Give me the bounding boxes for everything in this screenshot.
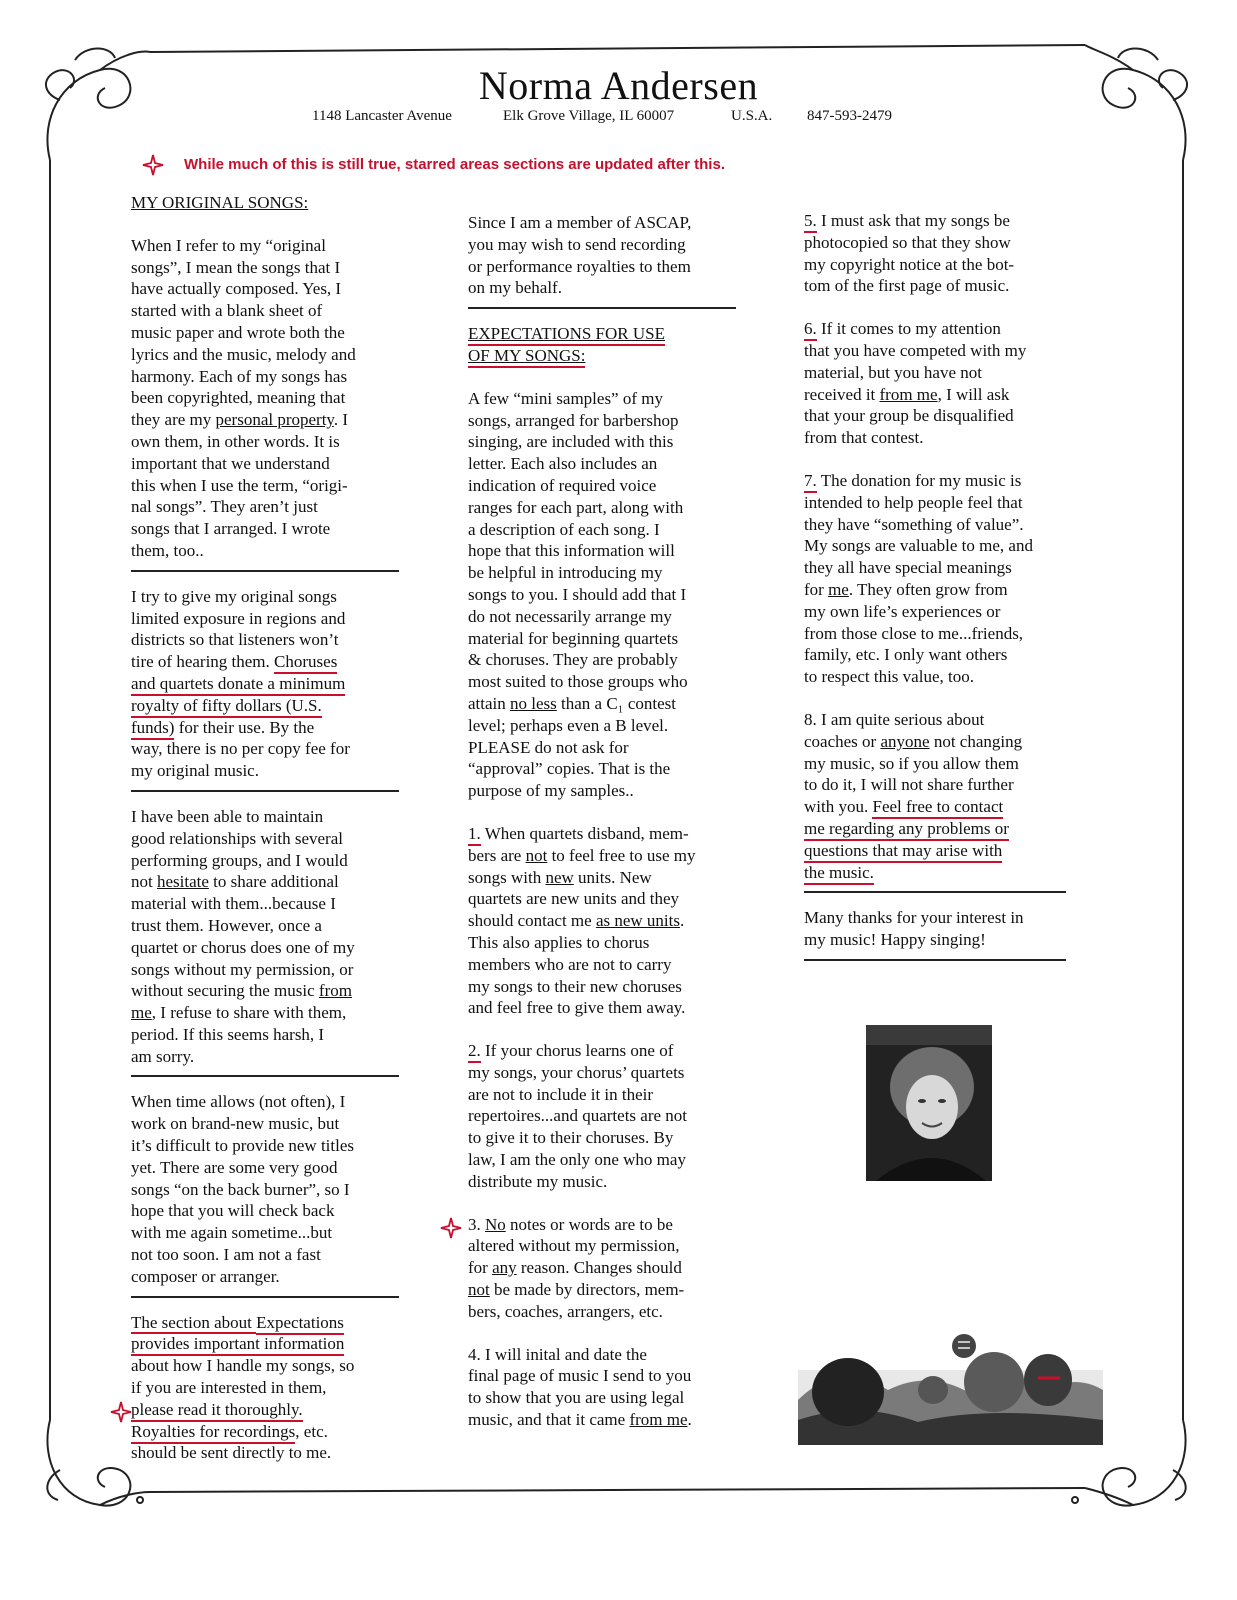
text-run: . I [333, 410, 348, 430]
text-run: , etc. [295, 1421, 328, 1441]
rule-number: 3. [468, 1214, 485, 1234]
text-run: to share additional [208, 872, 339, 892]
red-star-icon [110, 1401, 132, 1423]
text-line: I have been able to maintain [131, 806, 324, 826]
text-run: with you. [804, 797, 873, 817]
text-run: songs with [468, 867, 546, 887]
text-run: be made by directors, mem- [489, 1280, 685, 1300]
text-line: to respect this value, too. [804, 667, 974, 687]
text-line: tom of the first page of music. [804, 276, 1010, 296]
text-line: material, but you have not [804, 362, 982, 382]
text-line: songs”, I mean the songs that I [131, 257, 341, 277]
underlined-text: as new units [595, 911, 680, 931]
text-line [131, 1399, 399, 1421]
underlined-text: anyone [880, 731, 930, 751]
text-line: been copyrighted, meaning that [131, 388, 346, 408]
text-line: most suited to those groups who [468, 672, 688, 692]
rule-5 [804, 210, 1066, 297]
text-line [468, 1040, 736, 1062]
text-line: to do it, I will not share further [804, 775, 1014, 795]
underlined-text: not [525, 845, 548, 865]
text-line [131, 695, 399, 717]
section-divider [131, 570, 399, 572]
text-line [131, 1002, 399, 1024]
updated-sections-note: While much of this is still true, starred areas sections are updated after this. [184, 156, 725, 173]
text-line: songs to you. I should add that I [468, 584, 687, 604]
rule-number: 5. [804, 211, 817, 233]
text-line: letter. Each also includes an [468, 454, 658, 474]
text-line: and feel free to give them away. [468, 998, 686, 1018]
text-line: period. If this seems harsh, I [131, 1024, 325, 1044]
text-line: & choruses. They are probably [468, 650, 678, 670]
text-run: than a C₁ contest [556, 693, 676, 713]
text-line: My songs are valuable to me, and [804, 536, 1033, 556]
text-line: be helpful in introducing my [468, 563, 663, 583]
text-line: about how I handle my songs, so [131, 1356, 355, 1376]
text-run: bers are [468, 845, 526, 865]
section-heading-expectations [468, 323, 736, 345]
text-run: not changing [929, 731, 1023, 751]
text-line: way, there is no per copy fee for [131, 739, 350, 759]
text-line: harmony. Each of my songs has [131, 366, 348, 386]
text-run: The donation for my music is [816, 470, 1022, 490]
text-run: reason. Changes should [516, 1258, 682, 1278]
rule-1 [468, 823, 736, 1019]
text-line: composer or arranger. [131, 1266, 280, 1286]
paragraph-ascap [468, 212, 736, 299]
text-run: should contact me [468, 911, 596, 931]
text-run: , I refuse to share with them, [151, 1003, 347, 1023]
text-line: quartet or chorus does one of my [131, 937, 355, 957]
text-line: important that we understand [131, 453, 330, 473]
red-underlined-text: provides important information [131, 1334, 344, 1356]
text-line: law, I am the only one who may [468, 1150, 686, 1170]
text-line: hope that you will check back [131, 1201, 335, 1221]
text-line: am sorry. [131, 1046, 195, 1066]
address-street: 1148 Lancaster Avenue [312, 108, 452, 124]
text-line: own them, in other words. It is [131, 431, 340, 451]
red-underlined-text: Expectations [256, 1313, 344, 1335]
text-line: not too soon. I am not a fast [131, 1245, 321, 1265]
paragraph-royalty [131, 586, 399, 782]
underlined-text: me [828, 579, 849, 599]
text-run: units. New [573, 867, 652, 887]
text-line: indication of required voice [468, 475, 657, 495]
text-run: for their use. By the [174, 717, 315, 737]
text-line: When time allows (not often), I [131, 1092, 346, 1112]
text-line: do not necessarily arrange my [468, 606, 672, 626]
text-line [131, 871, 399, 893]
text-run: , I will ask [937, 384, 1010, 404]
text-line: yet. There are some very good [131, 1157, 338, 1177]
text-line: work on brand-new music, but [131, 1114, 340, 1134]
text-line: lyrics and the music, melody and [131, 344, 356, 364]
text-line: they have “something of value”. [804, 514, 1024, 534]
rule-3 [468, 1214, 736, 1323]
text-line: with me again sometime...but [131, 1223, 333, 1243]
text-line: intended to help people feel that [804, 492, 1023, 512]
text-line: ranges for each part, along with [468, 497, 684, 517]
text-line: from that contest. [804, 428, 924, 448]
text-line [131, 717, 399, 739]
text-line [131, 673, 399, 695]
underlined-text: from [318, 981, 352, 1001]
text-line: limited exposure in regions and [131, 608, 346, 628]
underlined-text: hesitate [156, 872, 209, 892]
text-line: them, too.. [131, 540, 204, 560]
column-original-songs [131, 192, 399, 1464]
rule-4 [468, 1344, 736, 1431]
underlined-text: not [468, 1280, 490, 1300]
text-line: to show that you are using legal [468, 1388, 685, 1408]
text-line: material for beginning quartets [468, 628, 679, 648]
text-line [804, 579, 1066, 601]
text-run: not [131, 872, 157, 892]
text-run: tire of hearing them. [131, 652, 275, 672]
text-line [468, 845, 736, 867]
paragraph-expectations-pointer [131, 1312, 399, 1465]
text-run: notes or words are to be [505, 1214, 673, 1234]
text-line: songs “on the back burner”, so I [131, 1179, 350, 1199]
text-line [804, 318, 1066, 340]
text-line: I try to give my original songs [131, 586, 337, 606]
text-line: to give it to their choruses. By [468, 1128, 674, 1148]
text-line: music paper and wrote both the [131, 322, 345, 342]
text-line [468, 1257, 736, 1279]
section-heading-original-songs: MY ORIGINAL SONGS: [131, 193, 309, 212]
text-line: or performance royalties to them [468, 256, 691, 276]
underlined-text: from me [879, 384, 938, 404]
text-line: my music, so if you allow them [804, 753, 1019, 773]
section-divider [131, 790, 399, 792]
text-run: If it comes to my attention [816, 319, 1001, 339]
text-line: songs without my permission, or [131, 959, 354, 979]
text-line: good relationships with several [131, 828, 343, 848]
rule-8 [804, 709, 1066, 883]
red-underlined-text: EXPECTATIONS FOR USE [468, 324, 665, 346]
text-line [131, 651, 399, 673]
text-line: 8. I am quite serious about [804, 709, 985, 729]
text-line: hope that this information will [468, 541, 675, 561]
text-line: members who are not to carry [468, 954, 672, 974]
text-line: my copyright notice at the bot- [804, 254, 1015, 274]
text-line: they all have special meanings [804, 558, 1012, 578]
red-underlined-text: please read it thoroughly. [131, 1400, 303, 1422]
text-line [804, 818, 1066, 840]
text-run: to feel free to use my [547, 845, 696, 865]
text-line [131, 1421, 399, 1443]
text-line [468, 1409, 736, 1431]
text-line: on my behalf. [468, 278, 562, 298]
underlined-text: from me [629, 1410, 688, 1430]
text-line: 4. I will inital and date the [468, 1344, 647, 1364]
text-line [468, 1279, 736, 1301]
text-line: from those close to me...friends, [804, 623, 1024, 643]
paragraph-new-music [131, 1091, 399, 1287]
address-country: U.S.A. [731, 108, 773, 124]
red-underlined-text: questions that may arise with [804, 841, 1002, 863]
red-underlined-text: and quartets donate a minimum [131, 674, 345, 696]
rule-number: 1. [468, 824, 481, 846]
column-rules-continued [804, 210, 1066, 975]
text-line: trust them. However, once a [131, 915, 322, 935]
text-line: districts so that listeners won’t [131, 630, 339, 650]
text-line: “approval” copies. That is the [468, 759, 671, 779]
text-line: that you have competed with my [804, 340, 1027, 360]
rule-7 [804, 470, 1066, 688]
text-line: material with them...because I [131, 894, 336, 914]
text-line: a description of each song. I [468, 519, 660, 539]
text-line: repertoires...and quartets are not [468, 1106, 688, 1126]
letterhead-name: Norma Andersen [478, 63, 759, 108]
text-run: . They often grow from [848, 579, 1008, 599]
text-line: photocopied so that they show [804, 232, 1011, 252]
text-line: my original music. [131, 761, 259, 781]
text-line: it’s difficult to provide new titles [131, 1136, 355, 1156]
text-line [131, 1333, 399, 1355]
text-run: attain [468, 693, 511, 713]
address-city: Elk Grove Village, IL 60007 [503, 108, 675, 124]
underlined-text: No [485, 1214, 506, 1234]
rule-number: 6. [804, 319, 817, 341]
text-line: my songs, your chorus’ quartets [468, 1062, 685, 1082]
red-underlined-text: Feel free to contact [872, 797, 1003, 819]
text-run: for [468, 1258, 493, 1278]
text-line: singing, are included with this [468, 432, 674, 452]
text-line [131, 980, 399, 1002]
underlined-text: personal property [215, 410, 334, 430]
text-line [131, 409, 399, 431]
text-run: for [804, 579, 829, 599]
portrait-photo [866, 1025, 992, 1181]
text-run: . [687, 1410, 692, 1430]
text-run: they are my [131, 410, 216, 430]
text-line [804, 840, 1066, 862]
underlined-text: me [131, 1003, 152, 1023]
text-run: without securing the music [131, 981, 319, 1001]
red-underlined-text: Royalties for recordings [131, 1422, 295, 1444]
underlined-text: new [545, 867, 574, 887]
rule-number: 7. [804, 471, 817, 493]
text-line: you may wish to send recording [468, 234, 686, 254]
text-line: purpose of my samples.. [468, 781, 634, 801]
text-line [468, 693, 736, 715]
text-line: PLEASE do not ask for [468, 737, 629, 757]
red-underlined-text: Choruses [274, 652, 337, 674]
text-line: songs, arranged for barbershop [468, 410, 679, 430]
hot-air-balloons-image [798, 1330, 1103, 1445]
text-run: coaches or [804, 731, 881, 751]
rule-number: 2. [468, 1041, 481, 1063]
red-underlined-text: OF MY SONGS: [468, 346, 585, 368]
red-star-icon [142, 154, 164, 176]
underlined-text: any [492, 1258, 517, 1278]
section-divider [804, 891, 1066, 893]
text-line: this when I use the term, “origi- [131, 475, 348, 495]
text-line: distribute my music. [468, 1171, 608, 1191]
text-line: performing groups, and I would [131, 850, 348, 870]
red-star-icon [440, 1217, 462, 1239]
closing-message [804, 907, 1066, 951]
text-line: if you are interested in them, [131, 1378, 327, 1398]
text-run: If your chorus learns one of [480, 1041, 674, 1061]
text-run: I must ask that my songs be [816, 211, 1010, 230]
text-line: nal songs”. They aren’t just [131, 497, 318, 517]
text-line: altered without my permission, [468, 1236, 680, 1256]
text-line [468, 1214, 736, 1236]
underlined-text: no less [510, 693, 557, 713]
text-line: have actually composed. Yes, I [131, 279, 342, 299]
text-line [468, 867, 736, 889]
section-divider [804, 959, 1066, 961]
text-line: songs that I arranged. I wrote [131, 519, 331, 539]
text-run: . [680, 911, 685, 931]
text-line: bers, coaches, arrangers, etc. [468, 1301, 663, 1321]
text-line [804, 862, 1066, 884]
text-run: When quartets disband, mem- [480, 823, 689, 843]
text-line: my music! Happy singing! [804, 930, 986, 950]
text-line: This also applies to chorus [468, 932, 650, 952]
text-line: started with a blank sheet of [131, 301, 323, 321]
text-line: final page of music I send to you [468, 1366, 692, 1386]
text-line: my own life’s experiences or [804, 601, 1001, 621]
rule-6 [804, 318, 1066, 449]
text-run: received it [804, 384, 880, 404]
text-line: Since I am a member of ASCAP, [468, 213, 692, 232]
phone-number: 847-593-2479 [807, 108, 892, 124]
text-line: When I refer to my “original [131, 235, 326, 255]
red-underlined-text: funds) [131, 718, 174, 740]
text-line: A few “mini samples” of my [468, 388, 663, 408]
paragraph-relationships [131, 806, 399, 1068]
text-line: should be sent directly to me. [131, 1443, 332, 1463]
text-line: that your group be disqualified [804, 406, 1014, 426]
red-underlined-text: The section about [131, 1312, 257, 1332]
text-line [804, 384, 1066, 406]
section-heading-expectations-line2 [468, 345, 736, 367]
text-line: quartets are new units and they [468, 889, 680, 909]
text-line [468, 910, 736, 932]
text-line: level; perhaps even a B level. [468, 715, 669, 735]
red-underlined-text: me regarding any problems or [804, 819, 1009, 841]
rule-2 [468, 1040, 736, 1193]
red-underlined-text: the music. [804, 863, 874, 885]
text-line [468, 823, 736, 845]
text-line [804, 210, 1066, 232]
text-line: are not to include it in their [468, 1084, 654, 1104]
text-line [804, 731, 1066, 753]
paragraph-definition [131, 235, 399, 562]
section-divider [131, 1296, 399, 1298]
red-underlined-text: royalty of fifty dollars (U.S. [131, 696, 322, 718]
text-run: music, and that it came [468, 1410, 630, 1430]
column-expectations [468, 212, 736, 1431]
text-line [131, 1312, 399, 1334]
text-line [804, 470, 1066, 492]
section-divider [468, 307, 736, 309]
text-line: Many thanks for your interest in [804, 908, 1024, 928]
section-divider [131, 1075, 399, 1077]
paragraph-mini-samples [468, 388, 736, 802]
text-line [804, 796, 1066, 818]
text-line: my songs to their new choruses [468, 976, 682, 996]
text-line: family, etc. I only want others [804, 645, 1008, 665]
